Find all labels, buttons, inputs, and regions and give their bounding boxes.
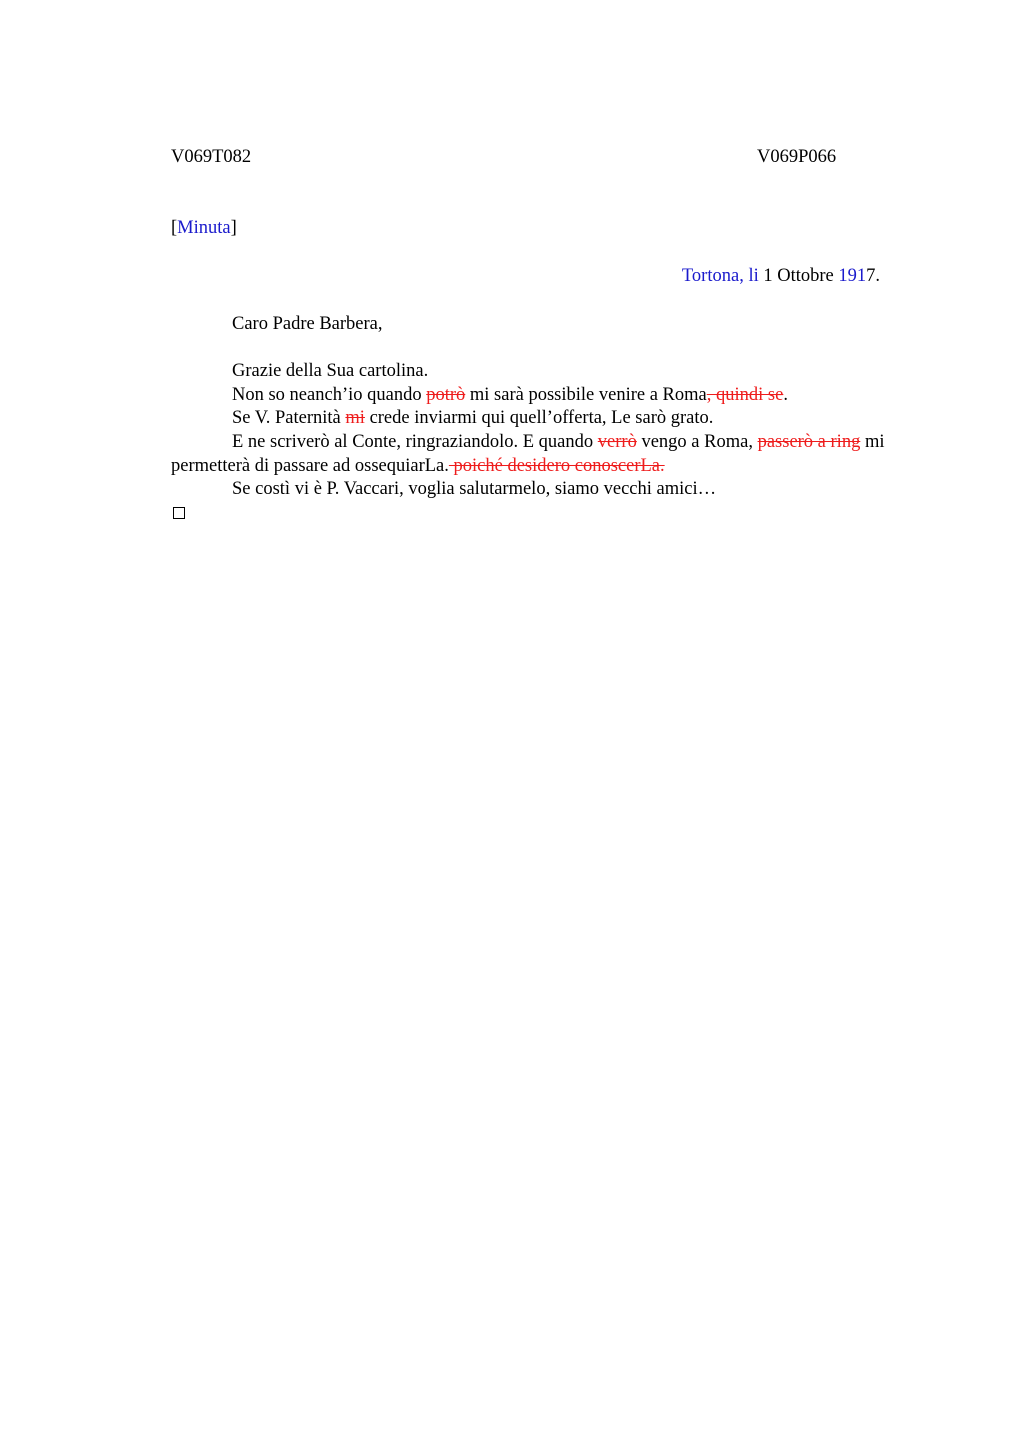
paragraph-2-text-a: Non so neanch’io quando (232, 384, 427, 405)
document-code-right: V069P066 (757, 147, 837, 167)
minuta-label: Minuta (177, 218, 231, 238)
dateline-place: Tortona, li (681, 266, 759, 286)
dateline-year-editorial: 191 (838, 266, 867, 286)
paragraph-4-text-c: mi permetterà di passare ad ossequiarLa. (171, 431, 885, 476)
paragraph-3 (171, 407, 899, 431)
minuta-annotation (171, 218, 237, 239)
paragraph-3-text-b: crede inviarmi qui quell’offerta, Le sarò grato. (364, 408, 714, 429)
deleted-text: passerò a ring (757, 431, 861, 452)
deleted-text: , quindi se (706, 384, 784, 405)
blank-line (171, 337, 899, 361)
paragraph-1: Grazie della Sua cartolina. (232, 361, 429, 382)
salutation: Caro Padre Barbera, (232, 314, 383, 334)
paragraph-2 (171, 384, 899, 408)
dateline-month: Ottobre (777, 266, 834, 286)
end-of-document-box-icon (173, 507, 185, 519)
paragraph-4-text-b: vengo a Roma, (636, 431, 758, 452)
deleted-text: mi (345, 408, 365, 429)
document-code-left: V069T082 (171, 147, 252, 167)
paragraph-4 (171, 431, 899, 478)
open-bracket: [ (171, 218, 178, 238)
dateline-year-digit: 7 (866, 266, 876, 286)
paragraph-2-text-c: . (783, 384, 788, 405)
paragraph-4-text-a: E ne scriverò al Conte, ringraziandolo. E quando (232, 431, 598, 452)
paragraph-2-text-b: mi sarà possibile venire a Roma (465, 384, 707, 405)
deleted-text: poiché desidero conoscerLa. (448, 455, 665, 476)
paragraph-5: Se costì vi è P. Vaccari, voglia salutarmelo, siamo vecchi amici… (232, 479, 717, 500)
deleted-text: potrò (426, 384, 466, 405)
dateline (682, 266, 880, 287)
dateline-end: . (875, 266, 880, 286)
dateline-day: 1 (763, 266, 773, 286)
letter-body (171, 313, 899, 502)
close-bracket: ] (230, 218, 237, 238)
deleted-text: verrò (597, 431, 637, 452)
paragraph-3-text-a: Se V. Paternità (232, 408, 346, 429)
